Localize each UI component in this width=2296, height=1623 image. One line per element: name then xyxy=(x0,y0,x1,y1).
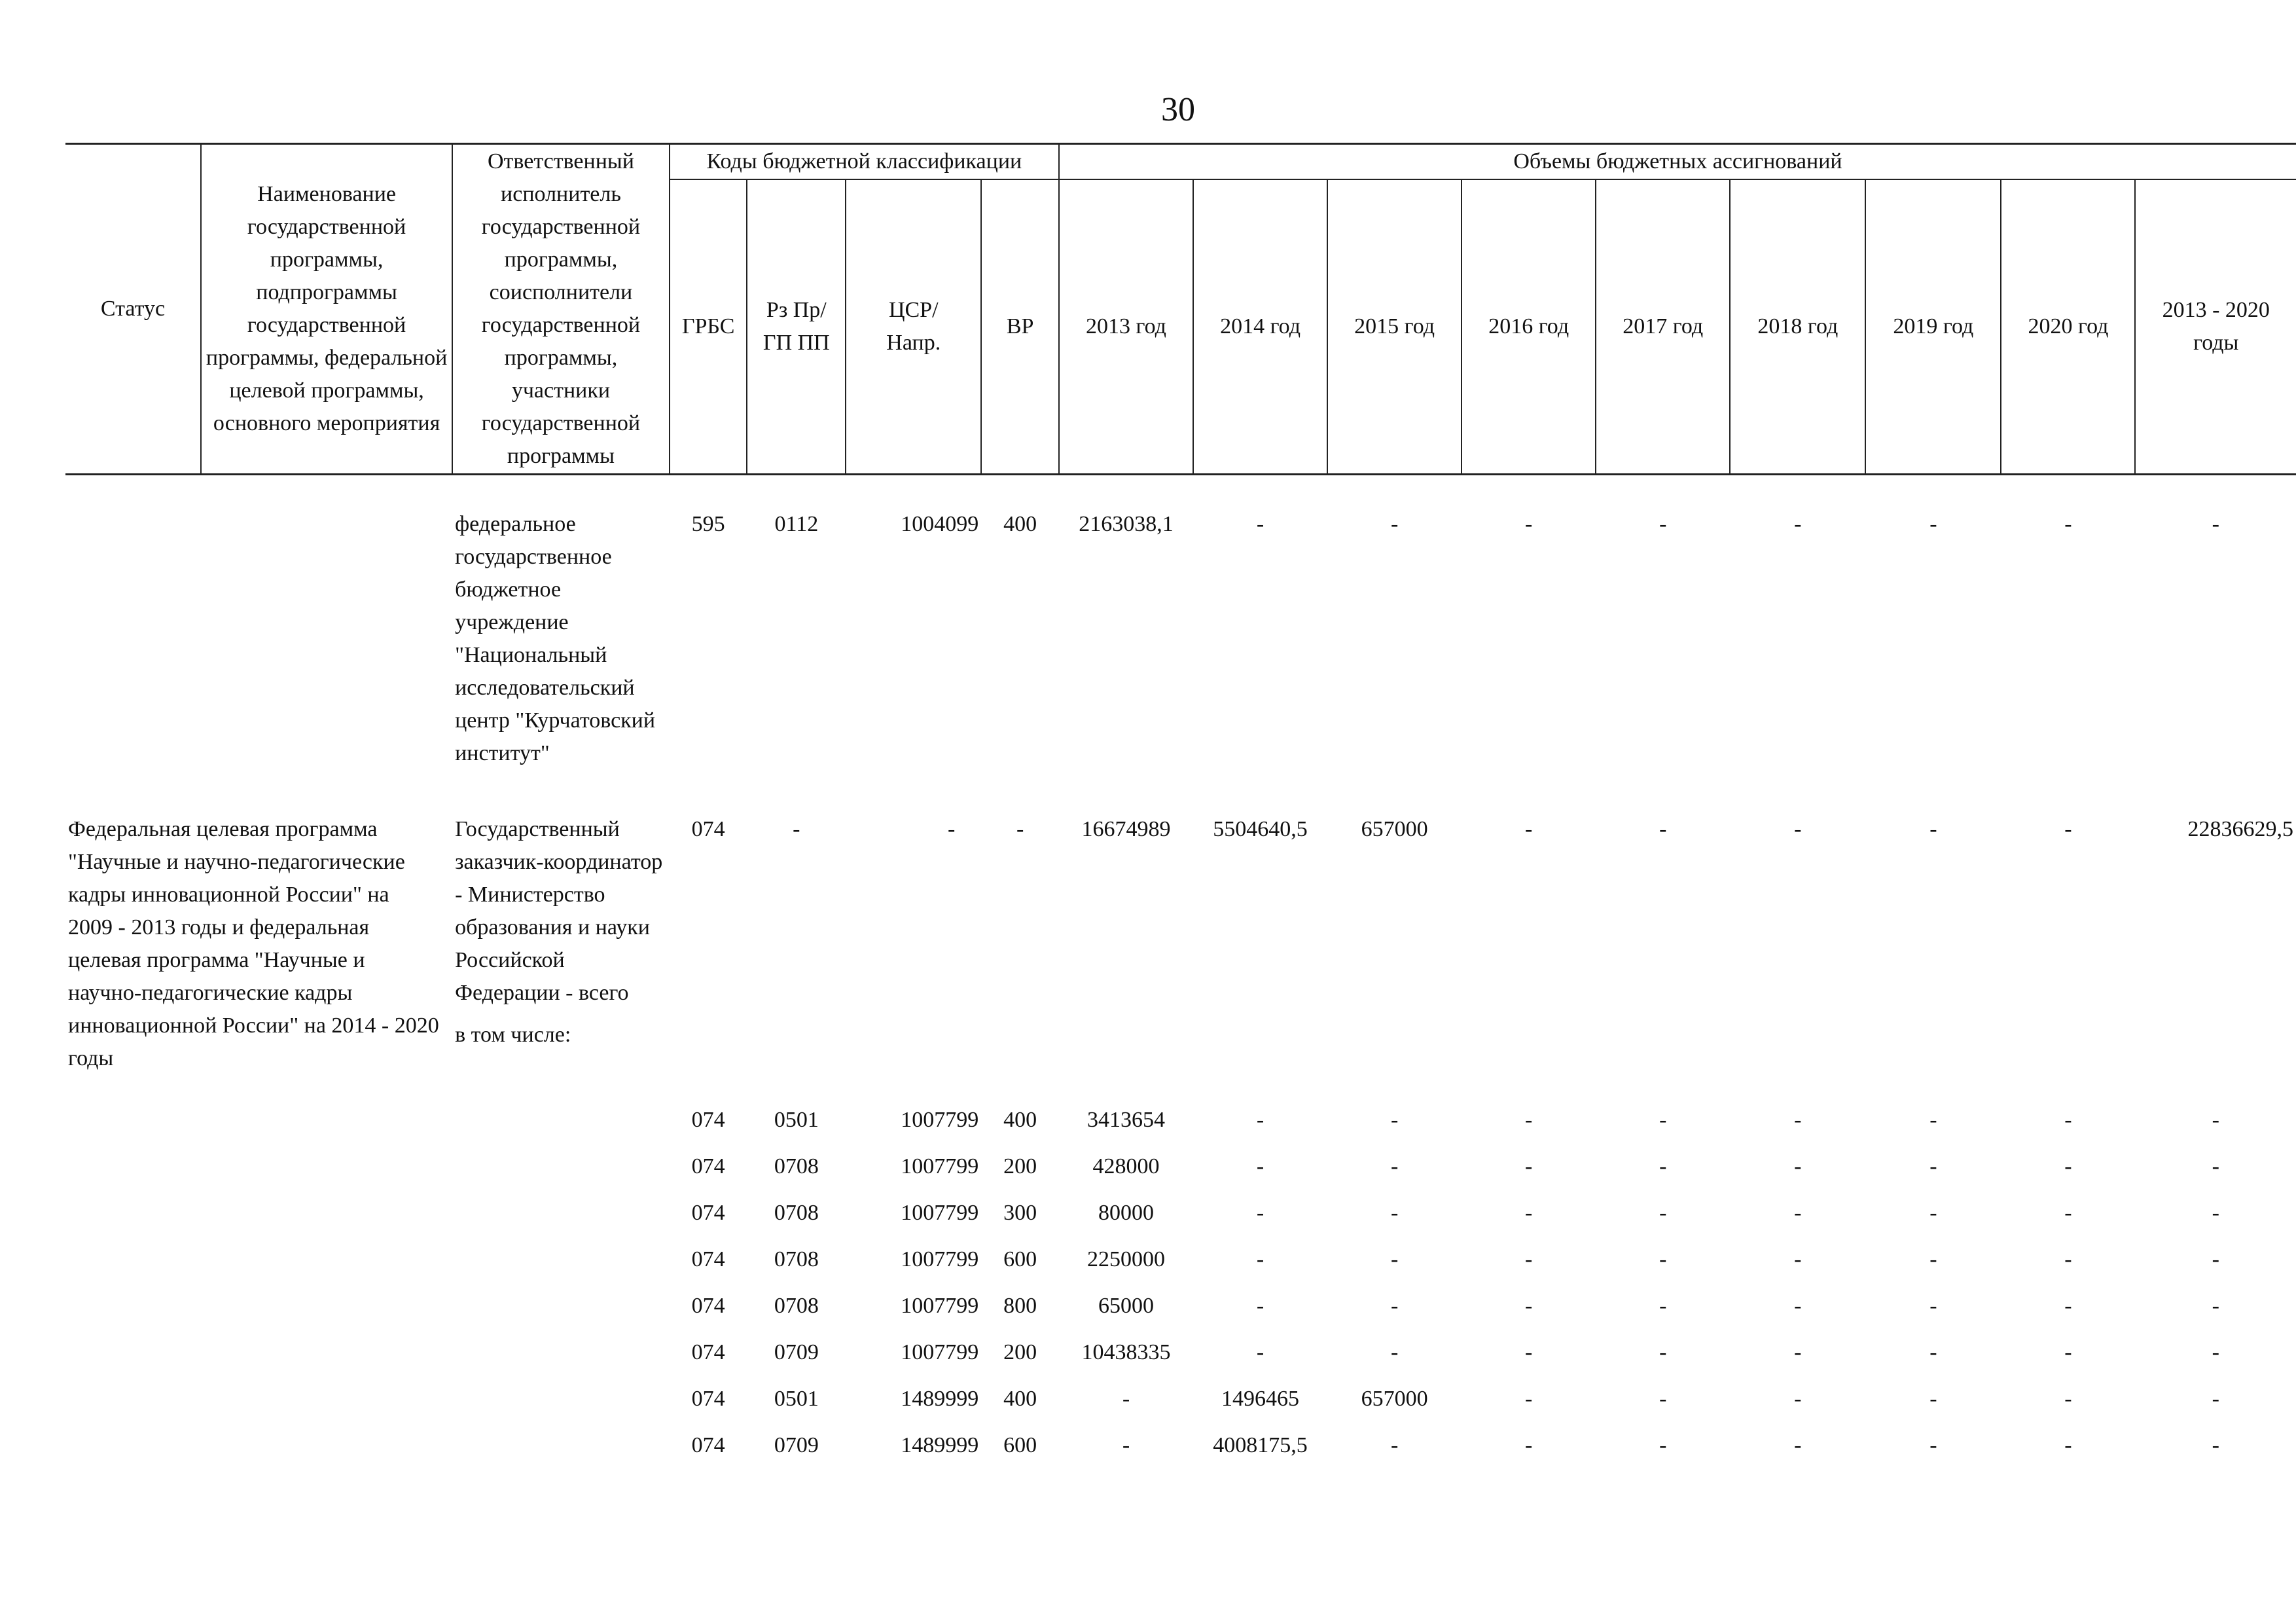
cell-2018: - xyxy=(1794,1387,1802,1411)
cell-empty xyxy=(65,1429,201,1476)
cell-empty xyxy=(65,1383,201,1429)
cell-2017: - xyxy=(1659,1201,1667,1225)
cell-grbs: 074 xyxy=(691,1201,725,1225)
cell-2015: - xyxy=(1390,1247,1399,1271)
cell-empty xyxy=(201,1290,452,1336)
cell-empty xyxy=(452,1197,670,1243)
cell-2015: - xyxy=(1390,1108,1399,1132)
cell-2019: - xyxy=(1929,1108,1937,1132)
header-total: 2013 - 2020 годы xyxy=(2135,179,2296,475)
cell-empty xyxy=(65,1104,201,1150)
cell-2013: - xyxy=(1122,1387,1130,1411)
cell-status-fcp: Федеральная целевая программа "Научные и научно-педагогические кадры инновационной России" на 2009 - 2013 годы и федеральная целевая программа "Научные и научно-педагогические кадры инновационной России" на 2014 - 2020 годы xyxy=(68,817,439,1070)
cell-csr: 1007799 xyxy=(901,1154,979,1178)
cell-2018: - xyxy=(1794,1108,1802,1132)
cell-2016: - xyxy=(1525,817,1533,841)
cell-status xyxy=(65,508,201,813)
cell-2015: 657000 xyxy=(1361,1387,1428,1411)
cell-responsible-fcp xyxy=(452,813,670,1104)
cell-rz: - xyxy=(793,817,800,841)
cell-rz: 0709 xyxy=(774,1340,819,1364)
header-responsible: Ответственный исполнитель государственной программы, соисполнители государственной программы, участники государственной программы xyxy=(452,144,670,475)
cell-2014: 4008175,5 xyxy=(1213,1433,1308,1457)
cell-grbs: 074 xyxy=(691,1340,725,1364)
cell-rz: 0112 xyxy=(774,512,819,536)
cell-2015: - xyxy=(1390,512,1399,536)
cell-2015: - xyxy=(1390,1154,1399,1178)
cell-2013: 10438335 xyxy=(1081,1340,1171,1364)
cell-2018: - xyxy=(1794,1294,1802,1318)
cell-2015: - xyxy=(1390,1201,1399,1225)
table-row-fcp xyxy=(65,813,2296,1104)
cell-2019: - xyxy=(1929,1201,1937,1225)
header-2019: 2019 год xyxy=(1865,179,2001,475)
header-csr: ЦСР/ Напр. xyxy=(846,179,981,475)
cell-2016: - xyxy=(1525,1201,1533,1225)
cell-total: - xyxy=(2212,1201,2219,1225)
cell-grbs: 074 xyxy=(691,817,725,841)
cell-2020: - xyxy=(2064,817,2072,841)
header-status: Статус xyxy=(65,144,201,475)
cell-2019: - xyxy=(1929,817,1937,841)
header-2013: 2013 год xyxy=(1059,179,1193,475)
spacer-row xyxy=(65,475,2296,509)
cell-2018: - xyxy=(1794,1201,1802,1225)
header-volumes-group: Объемы бюджетных ассигнований xyxy=(1059,144,2296,180)
cell-2020: - xyxy=(2064,1108,2072,1132)
header-vr: ВР xyxy=(981,179,1059,475)
cell-empty xyxy=(201,1243,452,1290)
table-row xyxy=(65,1243,2296,1290)
cell-csr: 1489999 xyxy=(901,1387,979,1411)
cell-total: - xyxy=(2212,1247,2219,1271)
cell-2017: - xyxy=(1659,1154,1667,1178)
cell-rz: 0501 xyxy=(774,1108,819,1132)
header-program-name: Наименование государственной программы, подпрограммы государственной программы, федеральной целевой программы, основного мероприятия xyxy=(201,144,452,475)
page-number: 30 xyxy=(1161,91,1195,128)
cell-total: - xyxy=(2212,1154,2219,1178)
cell-2019: - xyxy=(1929,512,1937,536)
cell-2014: - xyxy=(1256,1108,1265,1132)
cell-rz: 0708 xyxy=(774,1154,819,1178)
cell-empty xyxy=(452,1383,670,1429)
cell-vr: 200 xyxy=(1003,1340,1037,1364)
cell-empty xyxy=(201,1150,452,1197)
cell-total: - xyxy=(2212,1387,2219,1411)
cell-vr: - xyxy=(1016,817,1024,841)
cell-2016: - xyxy=(1525,1247,1533,1271)
cell-vr: 300 xyxy=(1003,1201,1037,1225)
cell-2016: - xyxy=(1525,1433,1533,1457)
table-row xyxy=(65,1336,2296,1383)
cell-2013: 16674989 xyxy=(1081,817,1171,841)
cell-2017: - xyxy=(1659,1433,1667,1457)
cell-csr: 1489999 xyxy=(901,1433,979,1457)
cell-csr: 1007799 xyxy=(901,1247,979,1271)
header-2020: 2020 год xyxy=(2001,179,2135,475)
cell-total: - xyxy=(2212,1340,2219,1364)
header-rz: Рз Пр/ ГП ПП xyxy=(747,179,846,475)
cell-2014: - xyxy=(1256,1294,1265,1318)
cell-2018: - xyxy=(1794,1247,1802,1271)
cell-2013: 3413654 xyxy=(1086,1108,1165,1132)
cell-2015: - xyxy=(1390,1433,1399,1457)
budget-table xyxy=(65,143,2296,1476)
header-2016: 2016 год xyxy=(1462,179,1596,475)
cell-2014: - xyxy=(1256,512,1265,536)
cell-2020: - xyxy=(2064,1433,2072,1457)
cell-empty xyxy=(65,1290,201,1336)
cell-2018: - xyxy=(1794,1154,1802,1178)
cell-2020: - xyxy=(2064,1154,2072,1178)
cell-2017: - xyxy=(1659,1247,1667,1271)
cell-2013: 65000 xyxy=(1098,1294,1154,1318)
cell-2018: - xyxy=(1794,1340,1802,1364)
table-row xyxy=(65,1383,2296,1429)
cell-2017: - xyxy=(1659,1294,1667,1318)
cell-2018: - xyxy=(1794,512,1802,536)
cell-rz: 0708 xyxy=(774,1201,819,1225)
cell-2019: - xyxy=(1929,1247,1937,1271)
cell-empty xyxy=(201,1383,452,1429)
cell-rz: 0501 xyxy=(774,1387,819,1411)
cell-2017: - xyxy=(1659,512,1667,536)
cell-empty xyxy=(201,1197,452,1243)
header-2018: 2018 год xyxy=(1730,179,1865,475)
cell-grbs: 074 xyxy=(691,1433,725,1457)
cell-vr: 600 xyxy=(1003,1433,1037,1457)
cell-empty xyxy=(65,1243,201,1290)
header-codes-group: Коды бюджетной классификации xyxy=(670,144,1059,180)
table-row-kurchatov xyxy=(65,508,2296,813)
cell-2015: 657000 xyxy=(1361,817,1428,841)
sub-rows xyxy=(65,1104,2296,1476)
header-row-groups xyxy=(65,144,2296,180)
cell-empty xyxy=(201,1429,452,1476)
cell-csr: 1007799 xyxy=(901,1340,979,1364)
cell-grbs: 074 xyxy=(691,1247,725,1271)
cell-rz: 0709 xyxy=(774,1433,819,1457)
cell-csr: 1007799 xyxy=(901,1294,979,1318)
cell-2018: - xyxy=(1794,1433,1802,1457)
cell-2020: - xyxy=(2064,1201,2072,1225)
cell-2016: - xyxy=(1525,1154,1533,1178)
cell-grbs: 595 xyxy=(691,512,725,536)
header-2015: 2015 год xyxy=(1327,179,1462,475)
cell-2017: - xyxy=(1659,1340,1667,1364)
cell-2014: 5504640,5 xyxy=(1213,817,1308,841)
cell-csr: 1007799 xyxy=(901,1108,979,1132)
cell-grbs: 074 xyxy=(691,1108,725,1132)
cell-2013: 428000 xyxy=(1092,1154,1160,1178)
cell-empty xyxy=(65,1336,201,1383)
cell-2013: 2250000 xyxy=(1086,1247,1165,1271)
cell-empty xyxy=(65,1197,201,1243)
cell-2017: - xyxy=(1659,1387,1667,1411)
cell-empty xyxy=(452,1429,670,1476)
cell-total: 22836629,5 xyxy=(2187,817,2293,841)
cell-total: - xyxy=(2212,1433,2219,1457)
cell-2017: - xyxy=(1659,817,1667,841)
cell-empty xyxy=(65,1150,201,1197)
cell-vr: 200 xyxy=(1003,1154,1037,1178)
cell-2020: - xyxy=(2064,1247,2072,1271)
cell-program xyxy=(201,508,452,813)
cell-total: - xyxy=(2212,512,2219,536)
cell-2016: - xyxy=(1525,1340,1533,1364)
cell-vr: 400 xyxy=(1003,512,1037,536)
cell-rz: 0708 xyxy=(774,1247,819,1271)
cell-csr: 1007799 xyxy=(901,1201,979,1225)
cell-2016: - xyxy=(1525,1294,1533,1318)
cell-empty xyxy=(201,1336,452,1383)
cell-grbs: 074 xyxy=(691,1387,725,1411)
cell-2014: - xyxy=(1256,1247,1265,1271)
cell-vr: 400 xyxy=(1003,1387,1037,1411)
header-2014: 2014 год xyxy=(1193,179,1327,475)
cell-rz: 0708 xyxy=(774,1294,819,1318)
cell-2019: - xyxy=(1929,1294,1937,1318)
cell-2020: - xyxy=(2064,1340,2072,1364)
cell-responsible: федеральное государственное бюджетное учреждение "Национальный исследовательский центр "Курчатовский институт" xyxy=(455,512,656,765)
cell-total: - xyxy=(2212,1294,2219,1318)
cell-2020: - xyxy=(2064,1387,2072,1411)
cell-2015: - xyxy=(1390,1294,1399,1318)
cell-csr: 1004099 xyxy=(901,512,979,536)
cell-2019: - xyxy=(1929,1154,1937,1178)
fcp-including-text: в том числе: xyxy=(455,1023,571,1047)
cell-empty xyxy=(452,1290,670,1336)
cell-2018: - xyxy=(1794,817,1802,841)
cell-vr: 400 xyxy=(1003,1108,1037,1132)
table-row xyxy=(65,1429,2296,1476)
cell-2017: - xyxy=(1659,1108,1667,1132)
header-2017: 2017 год xyxy=(1596,179,1730,475)
cell-2013: - xyxy=(1122,1433,1130,1457)
cell-2019: - xyxy=(1929,1433,1937,1457)
header-grbs: ГРБС xyxy=(670,179,747,475)
cell-2019: - xyxy=(1929,1387,1937,1411)
cell-empty xyxy=(201,1104,452,1150)
cell-empty xyxy=(452,1104,670,1150)
cell-2015: - xyxy=(1390,1340,1399,1364)
cell-2014: - xyxy=(1256,1154,1265,1178)
cell-2020: - xyxy=(2064,1294,2072,1318)
cell-total: - xyxy=(2212,1108,2219,1132)
cell-2014: - xyxy=(1256,1201,1265,1225)
cell-2016: - xyxy=(1525,512,1533,536)
table-row xyxy=(65,1104,2296,1150)
cell-grbs: 074 xyxy=(691,1154,725,1178)
cell-2014: 1496465 xyxy=(1221,1387,1300,1411)
cell-empty xyxy=(452,1336,670,1383)
cell-csr: - xyxy=(947,817,956,841)
cell-2016: - xyxy=(1525,1387,1533,1411)
cell-grbs: 074 xyxy=(691,1294,725,1318)
cell-2014: - xyxy=(1256,1340,1265,1364)
cell-vr: 600 xyxy=(1003,1247,1037,1271)
table-row xyxy=(65,1290,2296,1336)
fcp-responsible-text: Государственный заказчик-координатор - Министерство образования и науки Российской Федерации - всего xyxy=(455,817,663,1005)
cell-2013: 80000 xyxy=(1098,1201,1154,1225)
cell-vr: 800 xyxy=(1003,1294,1037,1318)
cell-2016: - xyxy=(1525,1108,1533,1132)
table-row xyxy=(65,1150,2296,1197)
cell-empty xyxy=(452,1150,670,1197)
cell-2019: - xyxy=(1929,1340,1937,1364)
table-row xyxy=(65,1197,2296,1243)
cell-2020: - xyxy=(2064,512,2072,536)
cell-empty xyxy=(452,1243,670,1290)
cell-2013: 2163038,1 xyxy=(1079,512,1174,536)
